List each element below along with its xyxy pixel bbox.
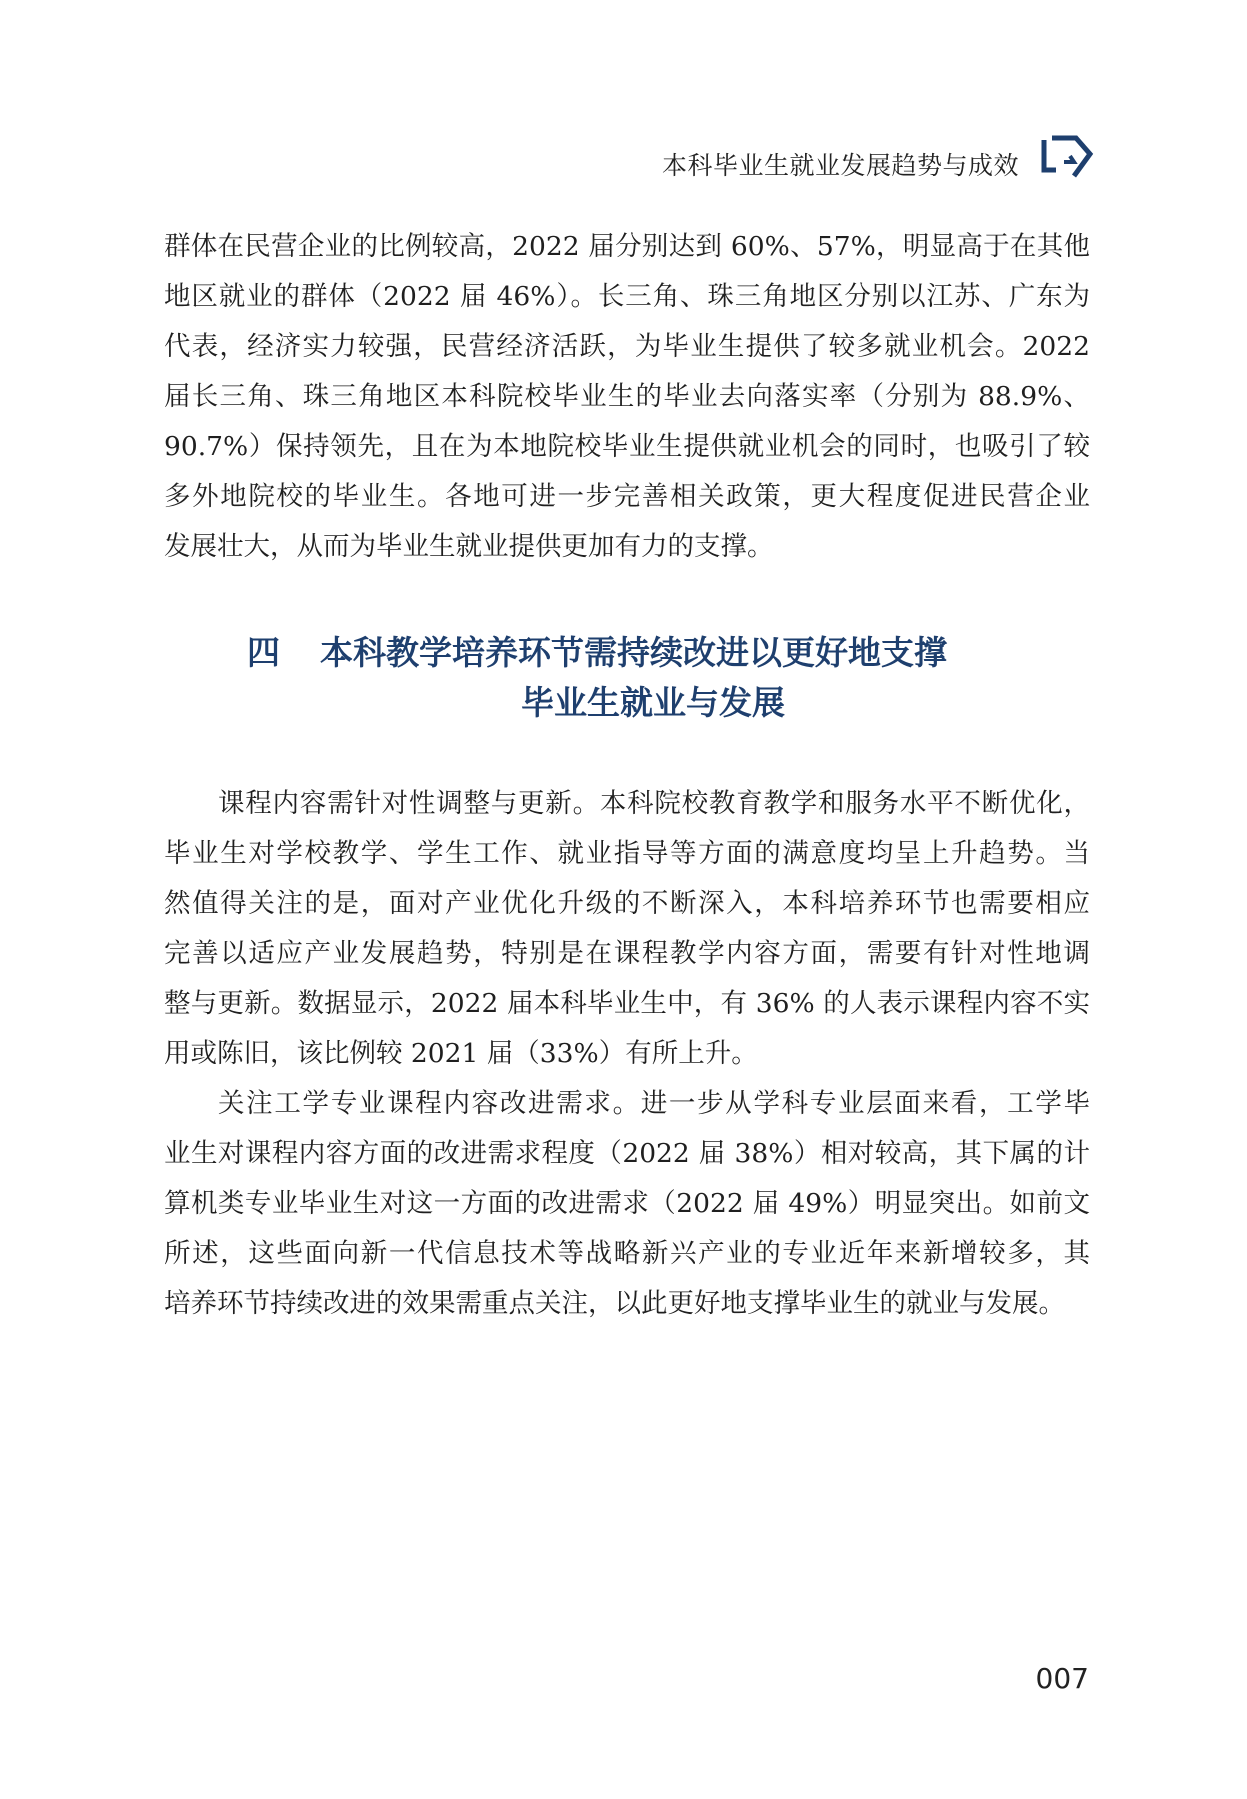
text-line: 地区就业的群体（2022 届 46%）。长三角、珠三角地区分别以江苏、广东为	[164, 281, 1090, 312]
running-header-title: 本科毕业生就业发展趋势与成效	[661, 151, 1019, 180]
section-number: 四	[247, 633, 280, 672]
paragraph-1	[164, 222, 1090, 572]
text-line: 多外地院校的毕业生。各地可进一步完善相关政策，更大程度促进民营企业	[164, 481, 1090, 512]
text-line: 发展壮大，从而为毕业生就业提供更加有力的支撑。	[164, 531, 774, 562]
paragraph-2	[164, 779, 1090, 1079]
text-line: 然值得关注的是，面对产业优化升级的不断深入，本科培养环节也需要相应	[164, 888, 1090, 919]
text-line: 课程内容需针对性调整与更新。本科院校教育教学和服务水平不断优化，	[218, 788, 1090, 819]
page-number: 007	[1035, 1662, 1089, 1695]
section-title-line1: 本科教学培养环节需持续改进以更好地支撑	[320, 633, 947, 672]
text-line: 完善以适应产业发展趋势，特别是在课程教学内容方面，需要有针对性地调	[164, 938, 1090, 969]
text-line: 算机类专业毕业生对这一方面的改进需求（2022 届 49%）明显突出。如前文	[164, 1188, 1090, 1219]
chapter-mark-icon	[1040, 132, 1096, 182]
text-line: 业生对课程内容方面的改进需求程度（2022 届 38%）相对较高，其下属的计	[164, 1138, 1090, 1169]
text-line: 毕业生对学校教学、学生工作、就业指导等方面的满意度均呈上升趋势。当	[164, 838, 1090, 869]
text-line: 整与更新。数据显示，2022 届本科毕业生中，有 36% 的人表示课程内容不实	[164, 988, 1090, 1019]
text-line: 用或陈旧，该比例较 2021 届（33%）有所上升。	[164, 1038, 758, 1069]
text-line: 代表，经济实力较强，民营经济活跃，为毕业生提供了较多就业机会。2022	[164, 331, 1090, 362]
text-line: 届长三角、珠三角地区本科院校毕业生的毕业去向落实率（分别为 88.9%、	[164, 381, 1090, 412]
paragraph-3	[164, 1079, 1090, 1329]
text-line: 关注工学专业课程内容改进需求。进一步从学科专业层面来看，工学毕	[218, 1088, 1090, 1119]
text-line: 所述，这些面向新一代信息技术等战略新兴产业的专业近年来新增较多，其	[164, 1238, 1090, 1269]
section-title-line2: 毕业生就业与发展	[521, 683, 785, 722]
text-line: 培养环节持续改进的效果需重点关注，以此更好地支撑毕业生的就业与发展。	[164, 1288, 1065, 1319]
text-line: 90.7%）保持领先，且在为本地院校毕业生提供就业机会的同时，也吸引了较	[164, 431, 1090, 462]
text-line: 群体在民营企业的比例较高，2022 届分别达到 60%、57%，明显高于在其他	[164, 231, 1090, 262]
